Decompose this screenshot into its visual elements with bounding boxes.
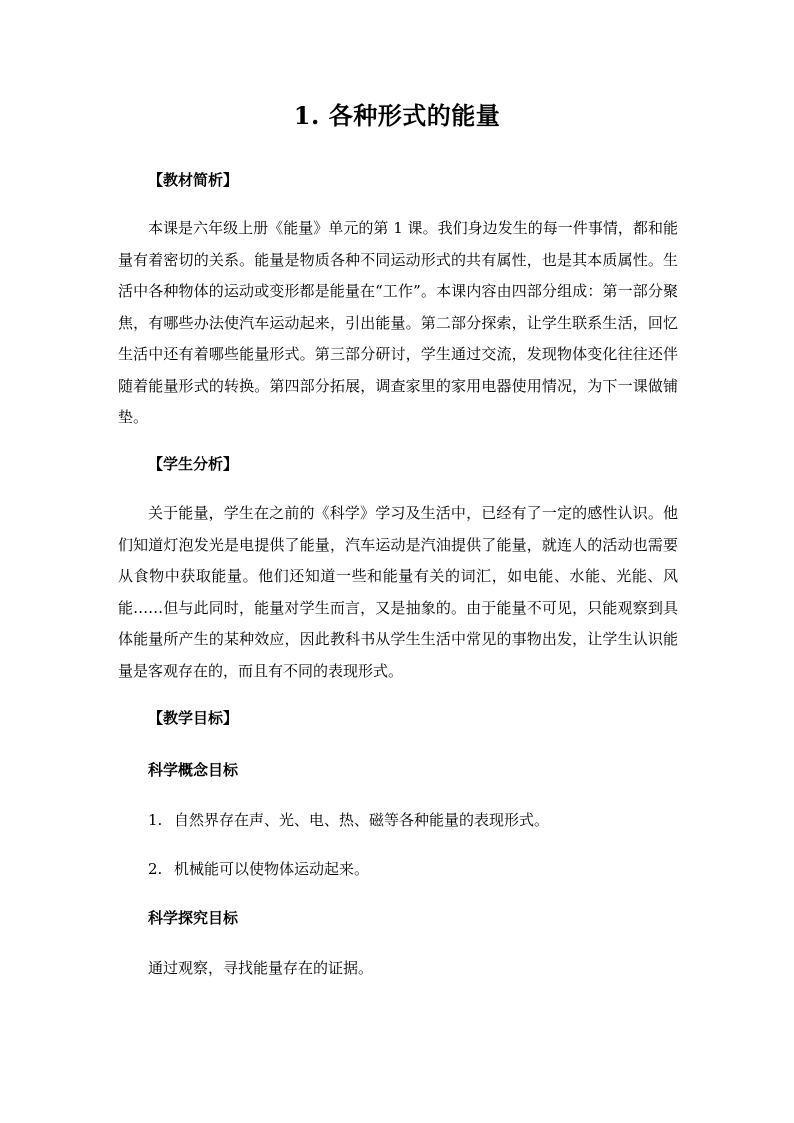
teaching-goals-heading: 【教学目标】 <box>148 709 239 727</box>
concept-goal-item-1-number: 1. <box>148 811 163 829</box>
student-analysis-heading: 【学生分析】 <box>148 455 239 473</box>
textbook-analysis-paragraph: 本课是六年级上册《能量》单元的第 1 课。我们身边发生的每一件事情，都和能量有着密切的关系。能量是物质各种不同运动形式的共有属性，也是其本质属性。生活中各种物体的运动或变形都是能量在“工作”。本课内容由四部分组成：第一部分聚焦，有哪些办法使汽车运动起来，引出能量。第二部分探索，让学生联系生活，回忆生活中还有着哪些能量形式。第三部分研讨，学生通过交流，发现物体变化往往还伴随着能量形式的转换。第四部分拓展，调查家里的家用电器使用情况，为下一课做铺垫。 <box>118 219 678 426</box>
concept-goals-heading: 科学概念目标 <box>148 761 239 779</box>
concept-goal-item-2 <box>148 857 369 881</box>
concept-goal-item-1-text: 自然界存在声、光、电、热、磁等各种能量的表现形式。 <box>174 811 550 829</box>
inquiry-goals-heading: 科学探究目标 <box>148 909 239 927</box>
concept-goal-item-1 <box>148 808 549 832</box>
page-title: 1. 各种形式的能量 <box>293 101 501 130</box>
concept-goal-item-2-number: 2. <box>148 860 163 878</box>
inquiry-goal-text: 通过观察，寻找能量存在的证据。 <box>148 959 374 977</box>
concept-goal-item-2-text: 机械能可以使物体运动起来。 <box>174 860 370 878</box>
student-analysis-paragraph: 关于能量，学生在之前的《科学》学习及生活中，已经有了一定的感性认识。他们知道灯泡发光是电提供了能量，汽车运动是汽油提供了能量，就连人的活动也需要从食物中获取能量。他们还知道一些和能量有关的词汇，如电能、水能、光能、风能……但与此同时，能量对学生而言，又是抽象的。由于能量不可见，只能观察到具体能量所产生的某种效应，因此教科书从学生生活中常见的事物出发，让学生认识能量是客观存在的，而且有不同的表现形式。 <box>118 504 678 680</box>
textbook-analysis-heading: 【教材简析】 <box>148 171 239 189</box>
